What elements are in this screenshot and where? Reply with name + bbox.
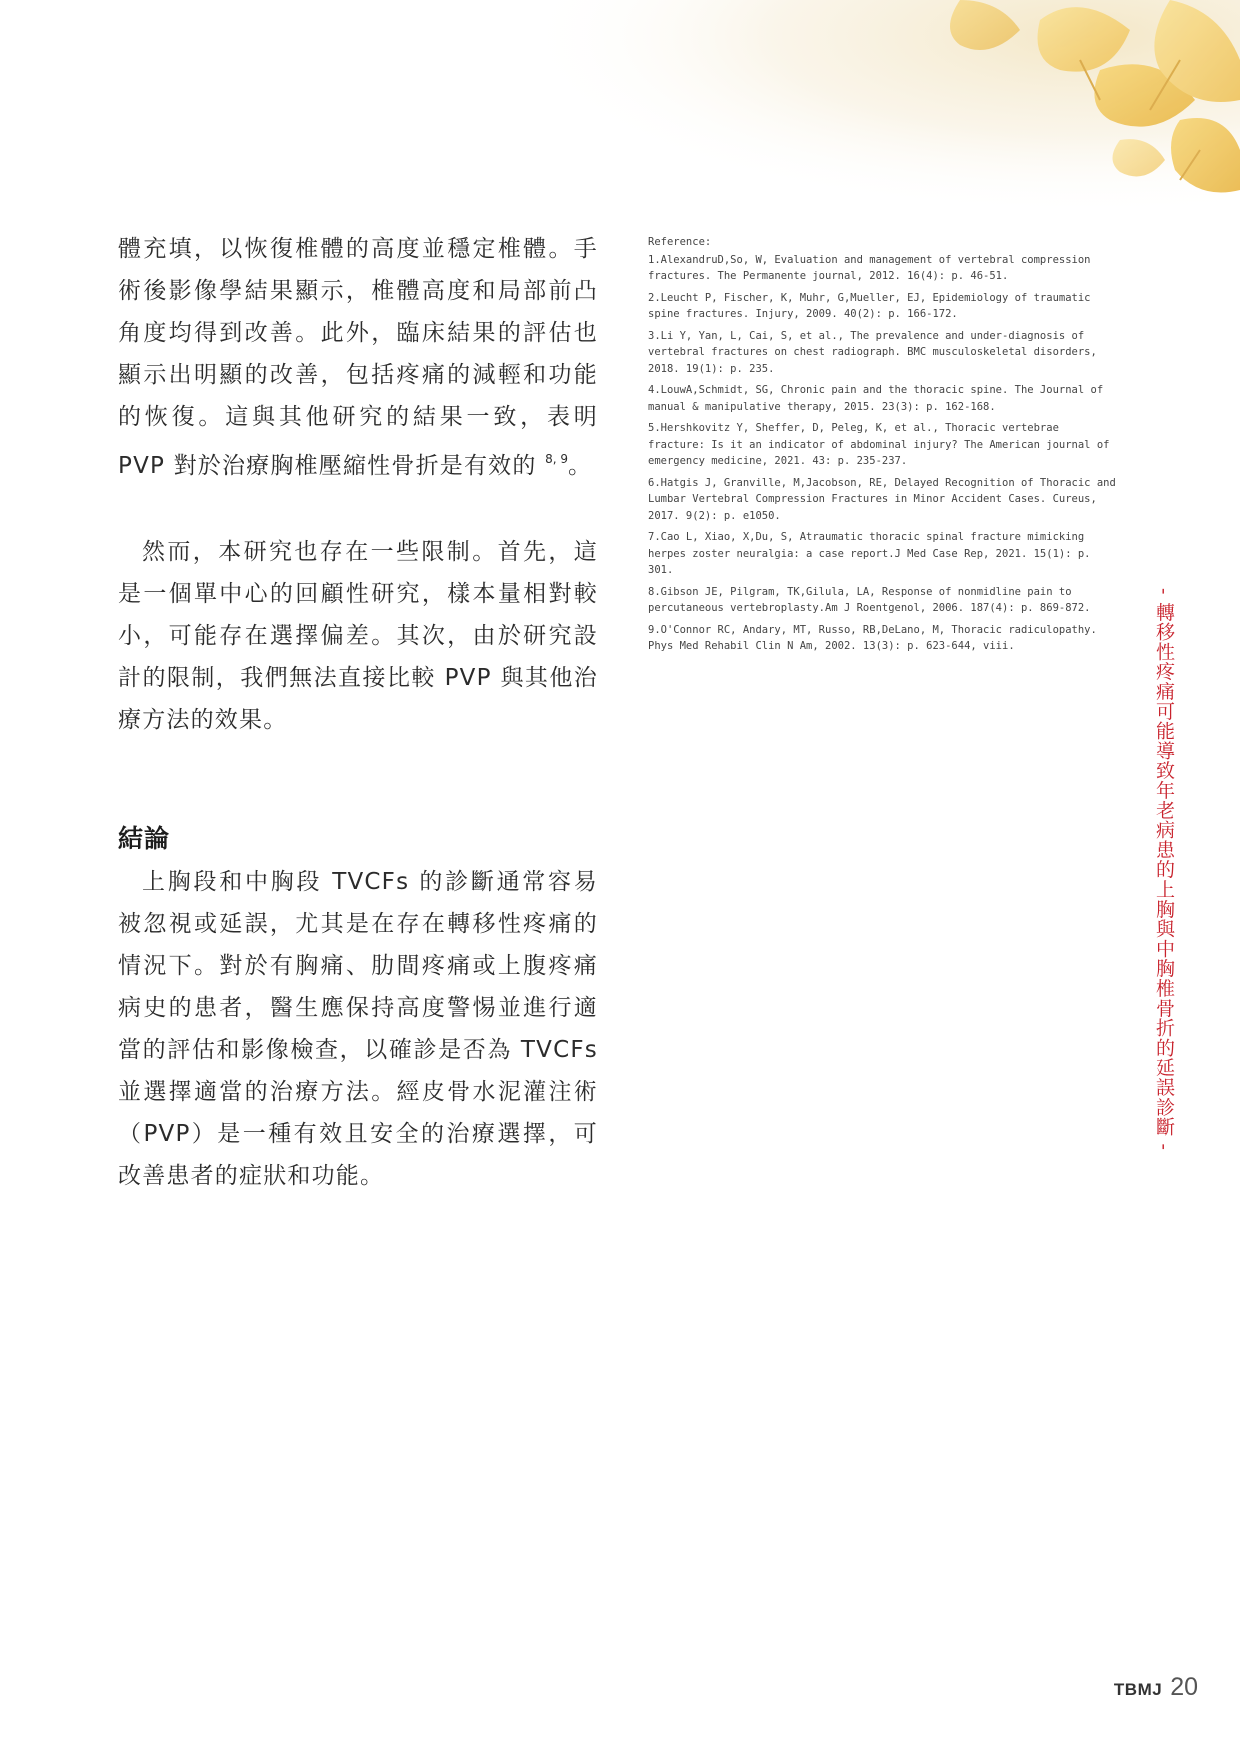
body-paragraph [118,228,598,487]
section-heading: 結論 [118,824,171,853]
journal-brand: TBMJ [1113,1680,1163,1699]
ginkgo-leaves-decoration [480,0,1240,240]
body-paragraph-end: 。 [568,453,593,479]
reference-item: 5.Hershkovitz Y, Sheffer, D, Peleg, K, et al., Thoracic vertebrae fracture: Is it an indicator of abdominal injury? The American journal of emergency medicine, 2021. 43: p. 235-237. [648,422,1110,467]
conclusion-paragraph: 上胸段和中胸段 TVCFs 的診斷通常容易被忽視或延誤，尤其是在存在轉移性疼痛的情況下。對於有胸痛、肋間疼痛或上腹疼痛病史的患者，醫生應保持高度警惕並進行適當的評估和影像檢查，以確診是否為 TVCFs 並選擇適當的治療方法。經皮骨水泥灌注術（PVP）是一種有效且安全的治療選擇，可改善患者的症狀和功能。 [118,869,598,1189]
page-footer [1114,1673,1198,1702]
citation-superscript: 8, 9 [545,452,569,466]
body-paragraph-text: 體充填，以恢復椎體的高度並穩定椎體。手術後影像學結果顯示，椎體高度和局部前凸角度均得到改善。此外，臨床結果的評估也顯示出明顯的改善，包括疼痛的減輕和功能的恢復。這與其他研究的結果一致，表明 PVP 對於治療胸椎壓縮性骨折是有效的 [118,236,598,479]
main-text-column [118,228,598,1197]
reference-item: 6.Hatgis J, Granville, M,Jacobson, RE, Delayed Recognition of Thoracic and Lumbar Vertebral Compression Fractures in Minor Accident Cases. Cureus, 2017. 9(2): p. e1050. [648,476,1116,522]
reference-item: 2.Leucht P, Fischer, K, Muhr, G,Mueller, EJ, Epidemiology of traumatic spine fractures. Injury, 2009. 40(2): p. 166-172. [648,291,1091,320]
reference-item: 4.LouwA,Schmidt, SG, Chronic pain and the thoracic spine. The Journal of manual & manipulative therapy, 2015. 23(3): p. 162-168. [648,384,1104,413]
reference-list [648,234,1120,660]
body-paragraph: 然而，本研究也存在一些限制。首先，這是一個單中心的回顧性研究，樣本量相對較小，可能存在選擇偏差。其次，由於研究設計的限制，我們無法直接比較 PVP 與其他治療方法的效果。 [118,539,598,733]
reference-item: 1.AlexandruD,So, W, Evaluation and management of vertebral compression fractures. The Permanente journal, 2012. 16(4): p. 46-51. [648,253,1091,282]
vertical-article-title: - 轉移性疼痛可能導致年老病患的上胸與中胸椎骨折的延誤診斷 - [1153,588,1175,1151]
reference-item: 7.Cao L, Xiao, X,Du, S, Atraumatic thoracic spinal fracture mimicking herpes zoster neuralgia: a case report.J Med Case Rep, 2021. 15(1): p. 301. [648,531,1091,576]
reference-item: 8.Gibson JE, Pilgram, TK,Gilula, LA, Response of nonmidline pain to percutaneous vertebroplasty.Am J Roentgenol, 2006. 187(4): p. 869-872. [648,585,1091,614]
reference-item: 3.Li Y, Yan, L, Cai, S, et al., The prevalence and under-diagnosis of vertebral fractures on chest radiograph. BMC musculoskeletal disorders, 2018. 19(1): p. 235. [648,329,1097,375]
reference-item: 9.O'Connor RC, Andary, MT, Russo, RB,DeLano, M, Thoracic radiculopathy. Phys Med Rehabil Clin N Am, 2002. 13(3): p. 623-644, viii. [648,623,1097,652]
page-number: 20 [1170,1673,1198,1701]
reference-title: Reference: [648,236,712,248]
